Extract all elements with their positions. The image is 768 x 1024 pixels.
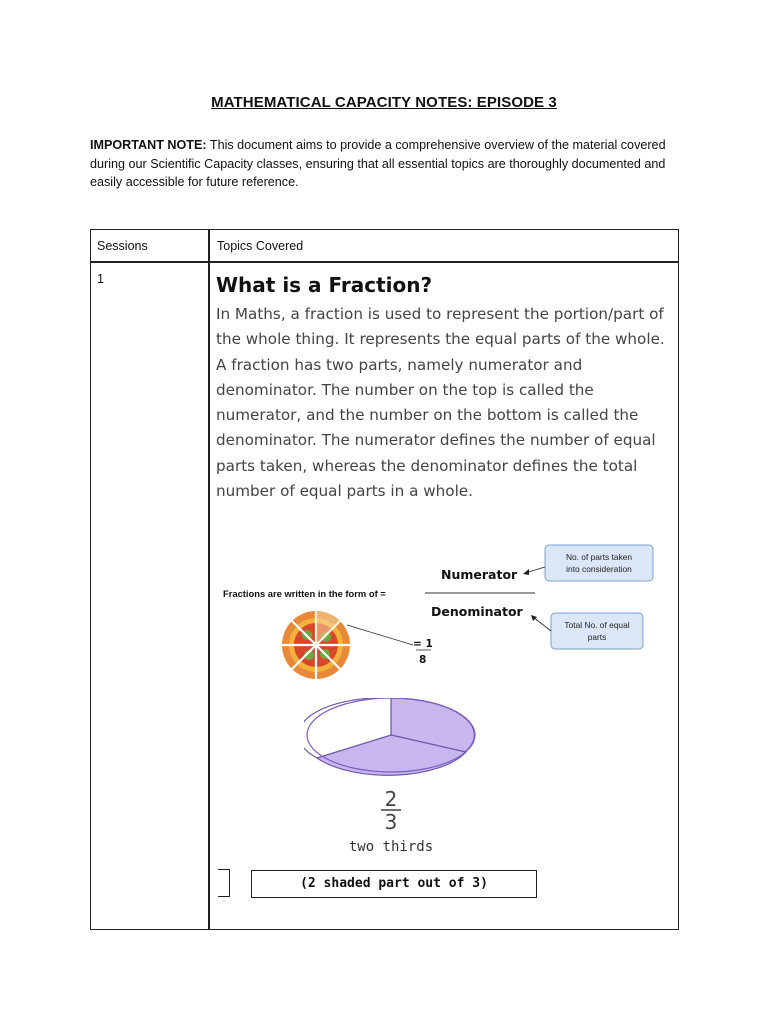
denominator-callout-line1: Total No. of equal bbox=[564, 620, 630, 630]
denominator-callout bbox=[551, 613, 643, 649]
header-topics-covered: Topics Covered bbox=[217, 239, 304, 253]
pizza-pointer bbox=[347, 625, 413, 645]
two-thirds-diagram bbox=[304, 698, 479, 860]
left-bracket-box bbox=[218, 869, 230, 897]
note-label: IMPORTANT NOTE: bbox=[90, 138, 207, 152]
fraction-denominator: 3 bbox=[384, 810, 398, 834]
numerator-callout-line1: No. of parts taken bbox=[565, 552, 633, 562]
denominator-arrow bbox=[533, 617, 551, 631]
fraction-form-diagram bbox=[219, 537, 669, 683]
column-divider bbox=[208, 230, 210, 929]
numerator-arrowhead bbox=[523, 569, 529, 575]
example-equals-one: = 1 bbox=[413, 638, 433, 650]
fraction-words: two thirds bbox=[348, 839, 434, 855]
denominator-callout-line2: parts bbox=[587, 632, 607, 642]
example-denominator: 8 bbox=[419, 654, 427, 666]
session-number: 1 bbox=[97, 272, 104, 286]
topic-paragraph: In Maths, a fraction is used to represent the portion/part of the whole thing. It represents the equal parts of the whole. A fraction has two parts, namely numerator and denominator. The number on the top is called the numerator, and the number on the bottom is called the denominator. The numerator defines the number of equal parts taken, whereas the denominator defines the total number of equal parts in a whole. bbox=[216, 305, 665, 501]
fraction-form-lead: Fractions are written in the form of = bbox=[223, 588, 386, 599]
fraction-numerator: 2 bbox=[384, 787, 398, 811]
denominator-label: Denominator bbox=[431, 604, 523, 619]
header-sessions: Sessions bbox=[97, 239, 148, 253]
numerator-label: Numerator bbox=[441, 567, 518, 582]
note-text: This document aims to provide a comprehensive overview of the material covered during our Scientific Capacity classes, ensuring that all essential topics are thoroughly documented and easily accessible for future reference. bbox=[90, 138, 666, 189]
numerator-callout bbox=[545, 545, 653, 581]
header-divider bbox=[91, 261, 678, 263]
denominator-arrowhead bbox=[531, 615, 537, 621]
shaded-caption: (2 shaded part out of 3) bbox=[251, 870, 537, 898]
topic-heading: What is a Fraction? bbox=[216, 273, 433, 297]
pizza-icon bbox=[282, 611, 350, 679]
numerator-callout-line2: into consideration bbox=[566, 564, 632, 574]
important-note bbox=[90, 136, 690, 192]
sessions-table bbox=[90, 229, 679, 930]
document-title: MATHEMATICAL CAPACITY NOTES: EPISODE 3 bbox=[211, 94, 557, 111]
two-thirds-pie bbox=[304, 698, 475, 775]
